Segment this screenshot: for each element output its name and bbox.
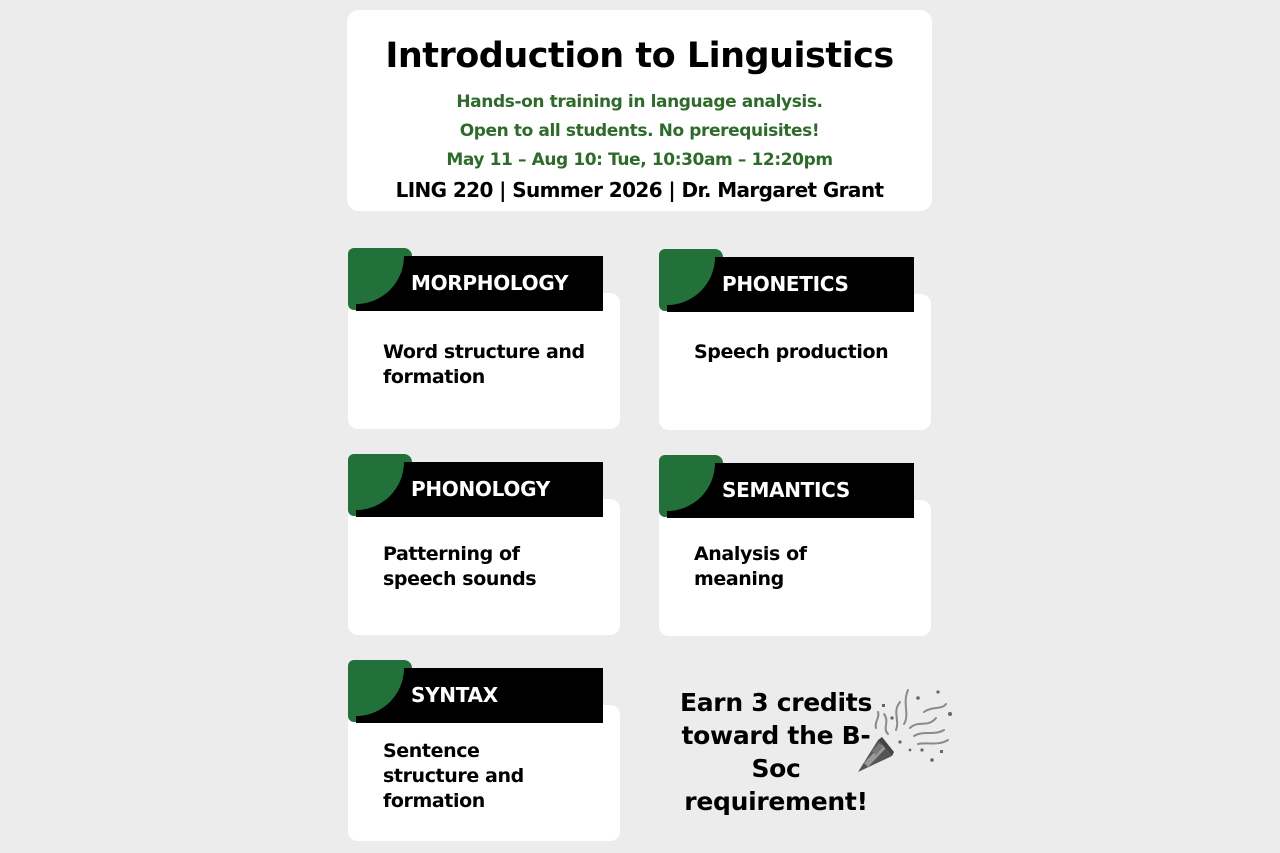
topic-banner — [667, 463, 914, 518]
topic-banner — [356, 462, 603, 517]
course-header — [347, 10, 932, 211]
topic-description: Sentence structure and formation — [383, 740, 524, 812]
topic-banner — [356, 668, 603, 723]
topic-card-morphology — [348, 248, 620, 429]
tab-curl-decoration — [356, 462, 404, 510]
topic-banner — [356, 256, 603, 311]
topic-card-phonetics — [659, 249, 931, 430]
tab-curl-decoration — [667, 257, 715, 305]
topic-label: MORPHOLOGY — [411, 271, 569, 295]
topic-label: SYNTAX — [411, 683, 498, 707]
course-title: Introduction to Linguistics — [385, 36, 894, 76]
topic-description: Analysis of meaning — [694, 543, 807, 590]
course-eligibility: Open to all students. No prerequisites! — [459, 121, 820, 141]
topic-label: PHONETICS — [722, 272, 849, 296]
tab-curl-decoration — [667, 463, 715, 511]
topic-banner — [667, 257, 914, 312]
course-tagline: Hands-on training in language analysis. — [456, 92, 823, 112]
party-popper-icon — [852, 684, 956, 776]
topic-card-phonology — [348, 454, 620, 635]
course-schedule: May 11 – Aug 10: Tue, 10:30am – 12:20pm — [446, 150, 833, 170]
topic-label: SEMANTICS — [722, 478, 851, 502]
topic-card-semantics — [659, 455, 931, 636]
tab-curl-decoration — [356, 256, 404, 304]
course-meta: LING 220 | Summer 2026 | Dr. Margaret Grant — [395, 178, 884, 202]
topic-description: Speech production — [694, 341, 889, 363]
topic-card-syntax — [348, 660, 620, 841]
topic-description: Patterning of speech sounds — [383, 543, 537, 590]
topic-description: Word structure and formation — [383, 341, 585, 388]
credits-callout: Earn 3 credits toward the B-Soc requirement! — [679, 688, 873, 816]
topic-label: PHONOLOGY — [411, 477, 550, 501]
tab-curl-decoration — [356, 668, 404, 716]
